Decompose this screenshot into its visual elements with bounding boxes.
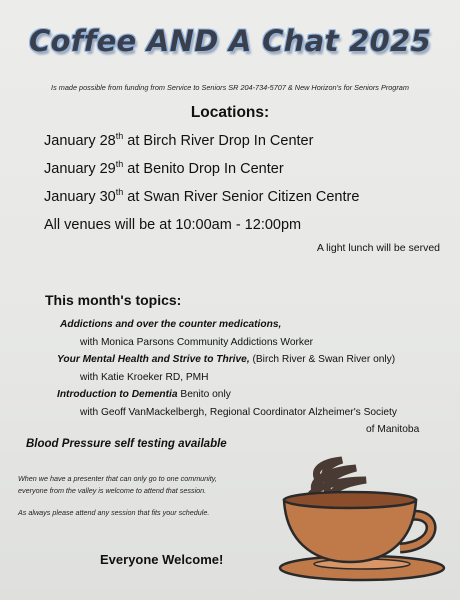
lunch-note: A light lunch will be served — [316, 242, 440, 254]
note-line: As always please attend any session that fits your schedule. — [18, 508, 210, 517]
topic-title: Introduction to Dementia Benito only — [57, 389, 231, 400]
flyer-title: Coffee AND A Chat 2025 — [28, 24, 432, 58]
funding-line: Is made possible from funding from Service to Seniors SR 204-734-5707 & New Horizon's for Seniors Program — [51, 83, 409, 92]
bp-testing-note: Blood Pressure self testing available — [26, 438, 227, 450]
topic-title: Your Mental Health and Strive to Thrive, (Birch River & Swan River only) — [57, 354, 396, 365]
topic-presenter: with Monica Parsons Community Addictions Worker — [80, 337, 314, 348]
location-item: January 30th at Swan River Senior Citizen Centre — [44, 187, 360, 205]
location-item: January 29th at Benito Drop In Center — [44, 159, 284, 177]
topic-title: Addictions and over the counter medications, — [60, 319, 282, 330]
note-line: When we have a presenter that can only go to one community, — [18, 474, 217, 483]
note-line: everyone from the valley is welcome to attend that session. — [18, 486, 207, 495]
topic-presenter: with Katie Kroeker RD, PMH — [80, 372, 209, 383]
venue-time: All venues will be at 10:00am - 12:00pm — [44, 217, 302, 233]
topics-heading: This month's topics: — [45, 292, 182, 308]
topic-presenter-cont: of Manitoba — [366, 424, 420, 435]
topic-presenter: with Geoff VanMackelbergh, Regional Coordinator Alzheimer's Society — [80, 407, 397, 418]
location-item: January 28th at Birch River Drop In Center — [44, 131, 314, 149]
locations-heading: Locations: — [190, 104, 270, 121]
coffee-cup-icon — [250, 450, 450, 590]
welcome-text: Everyone Welcome! — [100, 552, 224, 567]
